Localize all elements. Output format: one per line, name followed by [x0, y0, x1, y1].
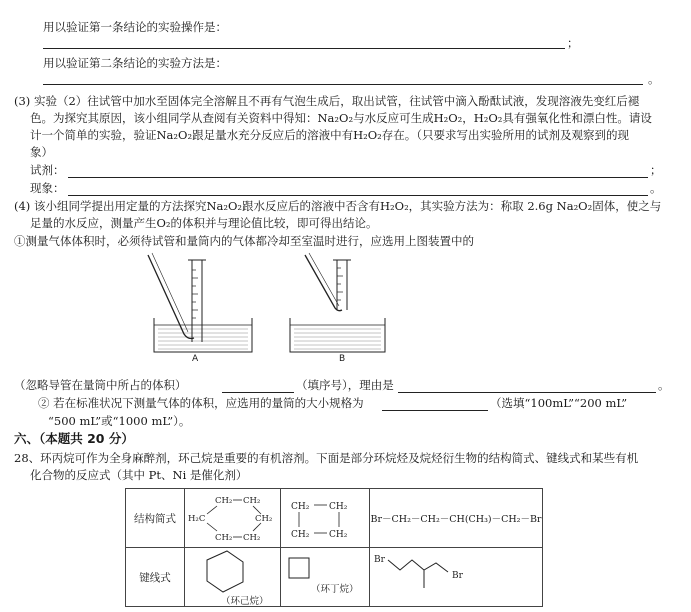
ch2-right: CH₂	[255, 514, 273, 524]
apparatus-figure	[130, 250, 400, 365]
apparatus-b	[290, 253, 385, 352]
apparatus-a	[148, 253, 252, 352]
q4-line1: (4) 该小组同学提出用定量的方法探究Na₂O₂跟水反应后的溶液中否含有H₂O₂，其实验方法为：称取 2.6g Na₂O₂固体，使之与	[14, 199, 662, 213]
q3-line3: 计一个简单的实验，验证Na₂O₂跟足量水充分反应后的溶液中有H₂O₂存在。（只要求写出实验所用的试剂及观察到的现	[30, 128, 629, 142]
cb-ch2-2: CH₂	[329, 502, 348, 512]
q28-line1: 28、环丙烷可作为全身麻醉剂，环己烷是重要的有机溶剂。下面是部分环烷烃及烷烃衍生物的结构简式、键线式和某些有机	[14, 451, 639, 465]
answer-blank-apparatus[interactable]	[222, 392, 294, 393]
figure-label-a: A	[192, 354, 199, 364]
dibromide-skeletal-formula	[370, 548, 542, 606]
reagent-answer-blank[interactable]	[68, 177, 648, 178]
phenomenon-end: 。	[650, 181, 662, 195]
ch2-bottom-right: CH₂	[243, 533, 261, 543]
cyclohexane-structural-cell	[185, 489, 281, 548]
section-title: 六、（本题共 20 分）	[14, 431, 134, 446]
ch2-top-left: CH₂	[215, 496, 233, 506]
phenomenon-label: 现象：	[30, 181, 65, 195]
phenomenon-answer-blank[interactable]	[68, 195, 648, 196]
ch2-top-right: CH₂	[243, 496, 261, 506]
cyclobutane-structural-formula	[281, 489, 369, 547]
q2-line1: 用以验证第一条结论的实验操作是：	[43, 20, 227, 34]
answer-blank-q2-1[interactable]	[43, 48, 565, 49]
cyclobutane-name: （环丁烷）	[311, 584, 359, 595]
structure-table	[125, 488, 543, 607]
br-left: Br	[374, 555, 385, 565]
q4-sub2-c: “500 mL”或“1000 mL”）。	[48, 414, 191, 428]
cyclohexane-skeletal-formula	[185, 548, 280, 606]
q3-line1: (3) 实验（2）往试管中加水至固体完全溶解且不再有气泡生成后，取出试管，往试管中滴入酚酞试液，发现溶液先变红后褪	[14, 94, 640, 108]
cyclohexane-skeletal-cell	[185, 548, 281, 607]
cyclobutane-structural-cell	[281, 489, 370, 548]
cyclobutane-skeletal-cell	[281, 548, 370, 607]
cb-ch2-1: CH₂	[291, 502, 310, 512]
cb-ch2-4: CH₂	[329, 530, 348, 540]
q2-semicolon: ；	[567, 36, 579, 50]
q4-sub1-cont-b: （填序号），理由是	[296, 378, 394, 392]
cb-ch2-3: CH₂	[291, 530, 310, 540]
answer-blank-reason[interactable]	[398, 392, 656, 393]
cyclohexane-structural-formula	[185, 489, 280, 547]
h2c-left: H₂C	[188, 514, 206, 524]
q4-sub2-b: （选填“100mL”“200 mL”	[490, 396, 628, 410]
answer-blank-cylinder-size[interactable]	[382, 410, 488, 411]
reagent-label: 试剂：	[30, 163, 65, 177]
q4-sub2-a: ② 若在标准状况下测量气体的体积，应选用的量筒的大小规格为	[38, 396, 364, 410]
q3-line4: 象）	[30, 145, 53, 159]
q3-line2: 色。为探究其原因，该小组同学从查阅有关资料中得知：Na₂O₂与水反应可生成H₂O₂，H₂O₂具有强氧化性和漂白性。请设	[30, 111, 652, 125]
br-right: Br	[452, 571, 463, 581]
q4-line2: 足量的水反应，测量产生O₂的体积并与理论值比较，即可得出结论。	[30, 216, 378, 230]
q2-end-mark: 。	[648, 72, 660, 86]
answer-blank-q2-2[interactable]	[43, 84, 643, 85]
dibromide-structural-formula: Br－CH₂－CH₂－CH(CH₃)－CH₂－Br	[370, 514, 542, 525]
row-header-skeletal: 键线式	[126, 548, 185, 607]
q4-sub1: ①测量气体体积时，必须待试管和量筒内的气体都冷却至室温时进行，应选用上图装置中的	[14, 234, 474, 248]
ch2-bottom-left: CH₂	[215, 533, 233, 543]
figure-label-b: B	[339, 354, 346, 364]
q28-line2: 化合物的反应式（其中 Pt、Ni 是催化剂）	[30, 468, 248, 482]
reagent-end: ；	[650, 163, 662, 177]
dibromide-skeletal-cell	[370, 548, 543, 607]
cyclobutane-skeletal-formula	[281, 548, 369, 606]
row-header-structural-formula: 结构简式	[126, 489, 185, 548]
cyclohexane-name: （环己烷）	[221, 596, 269, 606]
q2-line2: 用以验证第二条结论的实验方法是：	[43, 56, 227, 70]
q4-sub1-cont-a: （忽略导管在量筒中所占的体积）	[14, 378, 187, 392]
dibromide-structural-cell	[370, 489, 543, 548]
q4-sub1-end: 。	[658, 378, 670, 392]
